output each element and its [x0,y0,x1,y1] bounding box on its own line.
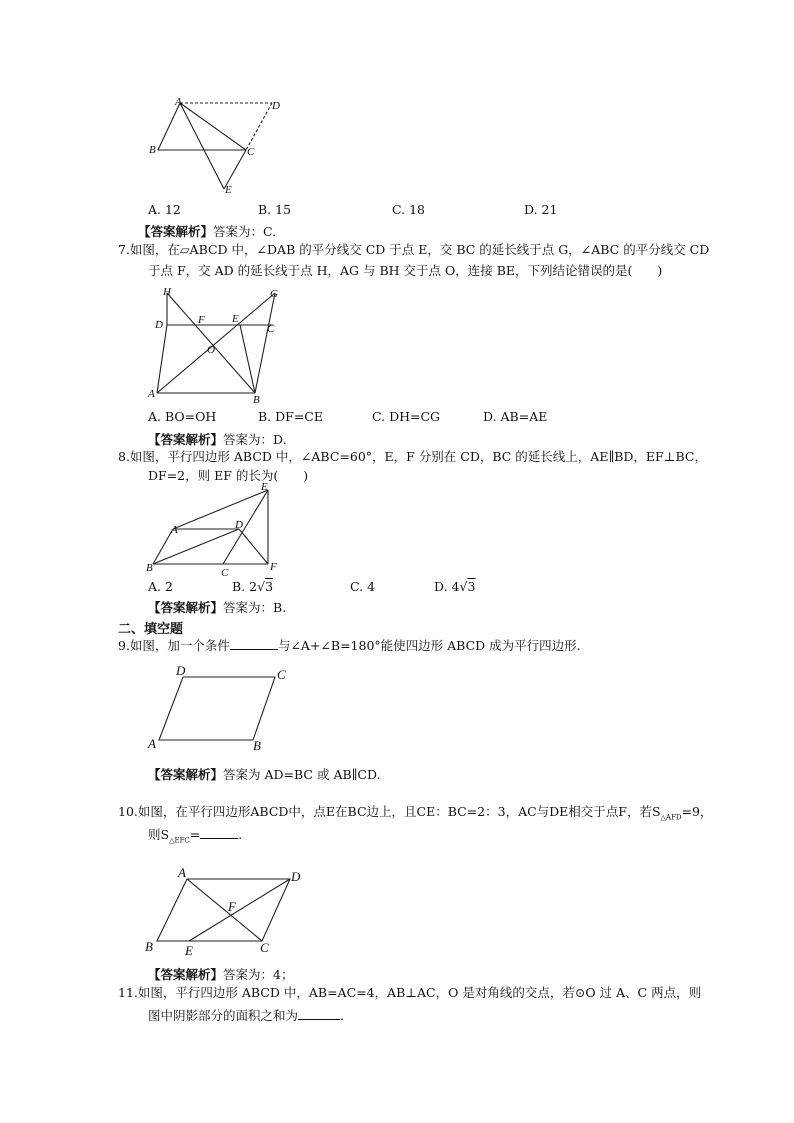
q10-label-d: D [291,869,301,884]
q6-label-b: B [149,144,156,156]
q10-label-f: F [228,899,236,914]
q7-label-h: H [163,286,171,298]
q6-label-a: A [175,96,182,108]
q7-label-c: C [267,323,275,335]
q7-option-b: B. DF=CE [258,409,323,424]
q10-label-c: C [260,940,269,955]
q10-blank[interactable] [200,838,238,839]
q7-answer-tag: 【答案解析】 [148,432,224,447]
q6-option-c: C. 18 [392,202,425,217]
q8-option-b: B. 2√3 [232,579,274,594]
q8-answer-tag: 【答案解析】 [148,600,224,615]
q8-label-c: C [221,567,229,577]
q10-answer-tag: 【答案解析】 [148,967,224,982]
q7-option-a: A. BO=OH [148,409,217,424]
q6-answer-tag: 【答案解析】 [138,224,214,239]
q8-label-b: B [146,562,153,574]
section-title: 二、填空题 [118,622,184,637]
q8-line2: DF=2，则 EF 的长为( ) [148,468,309,483]
q8-line1: 8.如图，平行四边形 ABCD 中，∠ABC=60°，E，F 分别在 CD，BC 的延长线上，AE∥BD，EF⊥BC， [118,449,707,464]
q8-option-a: A. 2 [148,579,173,594]
q9-label-b: B [253,738,261,753]
q6-option-b: B. 15 [258,202,292,217]
q9-label-d: D [176,663,186,678]
q7-line2: 于点 F，交 AD 的延长线于点 H，AG 与 BH 交于点 O，连接 BE，下列结论错误的是( ) [148,263,663,278]
q6-answer [138,222,276,240]
q8-option-d: D. 4√3 [434,579,476,594]
q9-answer-text: 答案为 AD=BC 或 AB∥CD. [223,767,381,782]
q7-label-a: A [148,388,155,400]
q8-label-f: F [270,561,277,573]
q8-answer [148,598,286,616]
q6-option-a: A. 12 [148,202,181,217]
q11-line2: 图中阴影部分的面积之和为 . [148,1008,344,1023]
q9-label-a: A [148,736,156,751]
q10-label-a: A [178,865,186,880]
q10-answer-text: 答案为：4； [223,967,294,982]
q7-label-e: E [232,313,239,325]
q10-answer [148,965,293,983]
q7-label-g: G [270,288,278,300]
q11-blank[interactable] [298,1019,340,1020]
q6-label-d: D [272,100,280,112]
q8-option-c: C. 4 [350,579,376,594]
q8-answer-text: 答案为：B. [223,600,287,615]
q10-line1: 10.如图，在平行四边形ABCD中，点E在BC边上，且CE：BC=2：3，AC与DE相交于点F，若$S_{\triangle AFD}=9$， [118,804,713,822]
q10-label-b: B [145,939,153,954]
q6-answer-text: 答案为：C. [213,224,277,239]
q7-figure [145,285,285,405]
q7-option-d: D. AB=AE [483,409,548,424]
q6-option-d: D. 21 [524,202,558,217]
q8-label-d: D [235,519,243,531]
q6-label-c: C [247,146,255,158]
q10-label-e: E [185,943,193,958]
q7-label-f: F [198,314,205,326]
q7-label-d: D [155,319,163,331]
q7-line1: 7.如图，在▱ABCD 中，∠DAB 的平分线交 CD 于点 E，交 BC 的延长线于点 G，∠ABC 的平分线交 CD [118,242,710,257]
q10-line2: 则$S_{\triangle EFC}=$ . [148,827,243,845]
q8-figure [143,482,283,577]
q8-label-a: A [171,524,178,536]
q9-label-c: C [277,667,286,682]
q8-label-e: E [261,482,268,493]
q9-blank[interactable] [230,649,278,650]
q9-answer [148,765,381,783]
q11-line1: 11.如图，平行四边形 ABCD 中，AB=AC=4，AB⊥AC，O 是对角线的交点，若⊙O 过 A、C 两点，则 [118,985,702,1000]
q6-figure [140,95,290,200]
q7-label-b: B [253,394,260,405]
q7-answer [148,430,287,448]
q10-figure [142,865,312,960]
q9-answer-tag: 【答案解析】 [148,767,224,782]
q7-option-c: C. DH=CG [372,409,441,424]
q7-label-o: O [207,344,215,356]
q9-text: 9.如图，加一个条件 与∠A+∠B=180°能使四边形 ABCD 成为平行四边形. [118,638,581,653]
q6-label-e: E [225,184,232,196]
q7-answer-text: 答案为：D. [223,432,287,447]
q9-figure [145,662,300,757]
